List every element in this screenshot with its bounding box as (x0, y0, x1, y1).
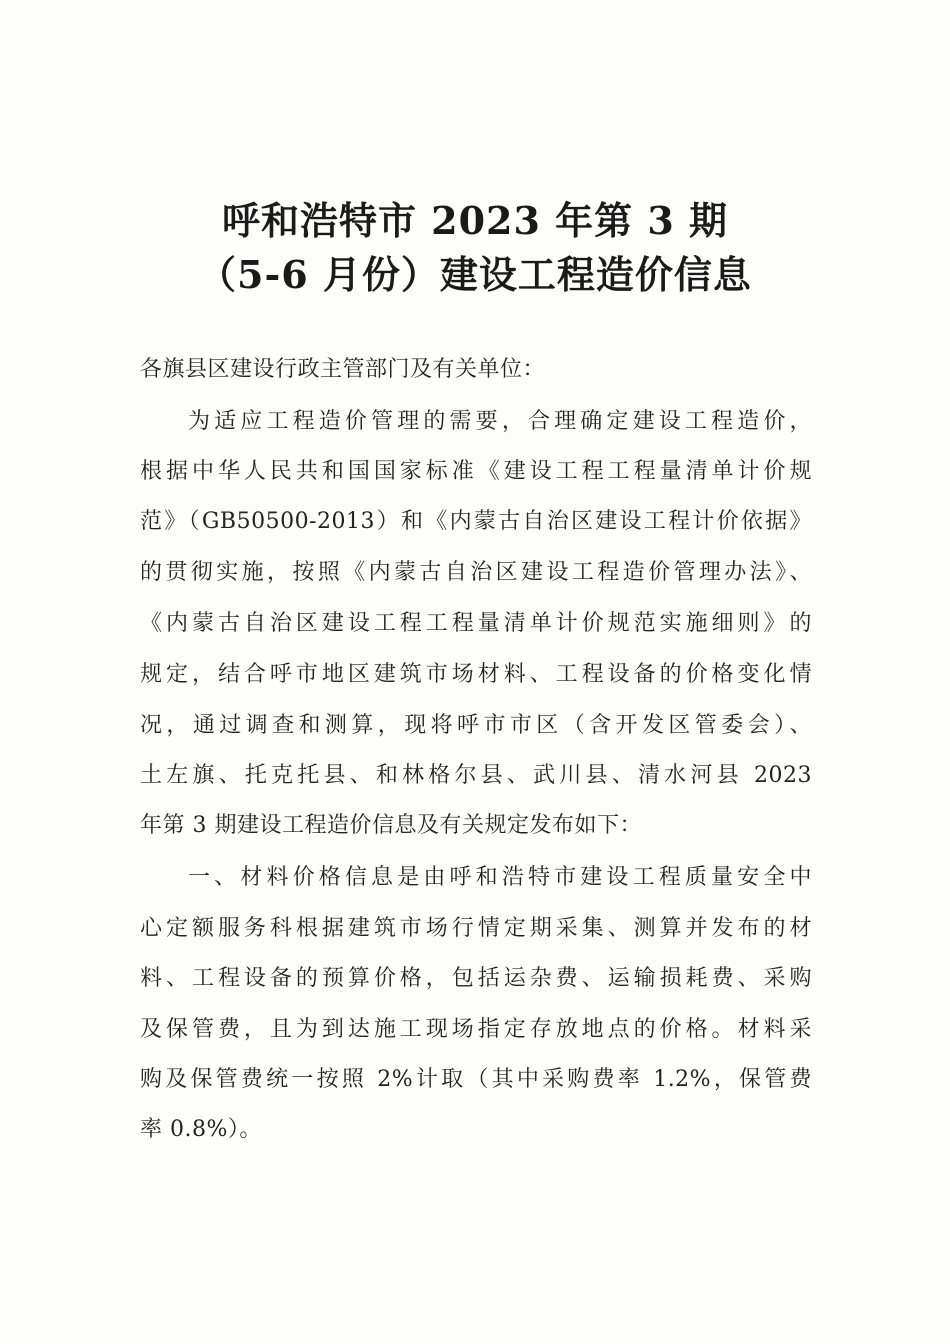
body-line: 根据中华人民共和国国家标准《建设工程工程量清单计价规 (140, 459, 812, 484)
body-line: 料、工程设备的预算价格，包括运杂费、运输损耗费、采购 (140, 966, 812, 991)
body-line: 年第 3 期建设工程造价信息及有关规定发布如下： (140, 813, 642, 838)
body-line: 及保管费，且为到达施工现场指定存放地点的价格。材料采 (140, 1017, 812, 1042)
body-line: 为适应工程造价管理的需要，合理确定建设工程造价， (188, 409, 812, 434)
document-title-line-2: （5-6 月份）建设工程造价信息 (198, 252, 752, 297)
body-line: 况，通过调查和测算，现将呼市市区（含开发区管委会）、 (140, 713, 812, 738)
body-line: 一、材料价格信息是由呼和浩特市建设工程质量安全中 (188, 865, 812, 890)
body-line: 的贯彻实施，按照《内蒙古自治区建设工程造价管理办法》、 (140, 560, 812, 585)
body-line: 土左旗、托克托县、和林格尔县、武川县、清水河县 2023 (140, 763, 812, 788)
body-line: 心定额服务科根据建筑市场行情定期采集、测算并发布的材 (140, 916, 812, 941)
body-line: 《内蒙古自治区建设工程工程量清单计价规范实施细则》的 (140, 611, 812, 636)
body-line: 规定，结合呼市地区建筑市场材料、工程设备的价格变化情 (140, 662, 812, 687)
document-title-line-1: 呼和浩特市 2023 年第 3 期 (221, 198, 729, 243)
body-line: 购及保管费统一按照 2%计取（其中采购费率 1.2%，保管费 (140, 1067, 812, 1092)
body-line: 范》（GB50500-2013）和《内蒙古自治区建设工程计价依据》 (140, 509, 812, 534)
salutation: 各旗县区建设行政主管部门及有关单位： (140, 357, 546, 382)
body-line: 率 0.8%）。 (140, 1117, 262, 1142)
